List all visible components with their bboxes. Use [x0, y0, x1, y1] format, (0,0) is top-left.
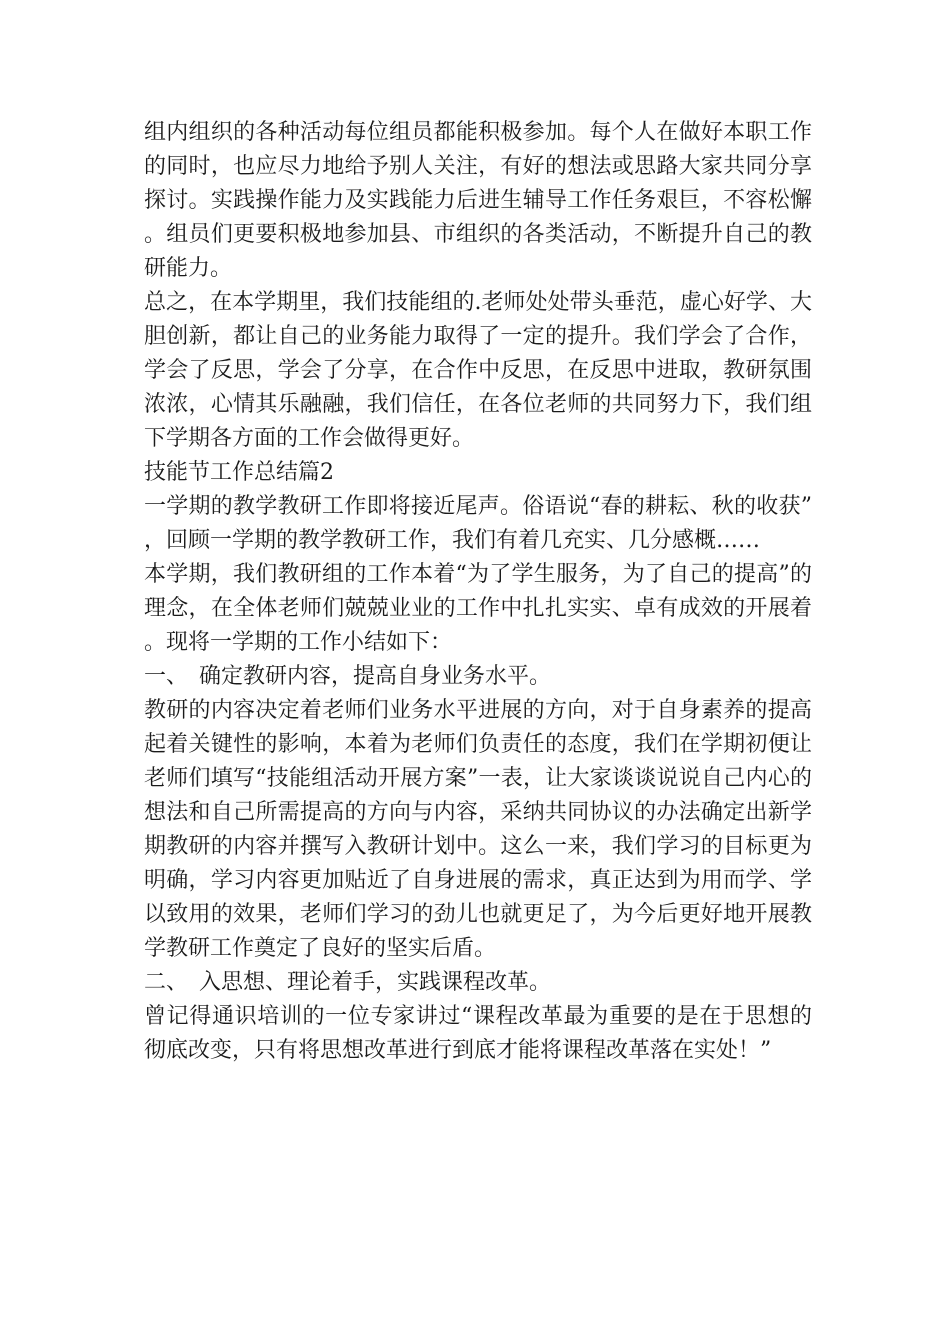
section-title: 技能节工作总结篇2 — [144, 460, 334, 485]
subheading-two: 二、 入思想、理论着手，实践课程改革。 — [144, 970, 552, 995]
paragraph-activities: 组内组织的各种活动每位组员都能积极参加。每个人在做好本职工作的同时，也应尽力地给予别人关注，有好的想法或思路大家共同分享探讨。实践操作能力及实践能力后进生辅导工作任务艰巨，不容松懈。组员们更要积极地参加县、市组织的各类活动，不断提升自己的教研能力。 — [144, 120, 812, 281]
paragraph-research-content: 教研的内容决定着老师们业务水平进展的方向，对于自身素养的提高起着关键性的影响，本着为老师们负责任的态度，我们在学期初便让老师们填写“技能组活动开展方案”一表，让大家谈谈说说自己内心的想法和自己所需提高的方向与内容，采纳共同协议的办法确定出新学期教研的内容并撰写入教研计划中。这么一来，我们学习的目标更为明确，学习内容更加贴近了自身进展的需求，真正达到为用而学、学以致用的效果，老师们学习的劲儿也就更足了，为今后更好地开展教学教研工作奠定了良好的坚实后盾。 — [144, 698, 812, 961]
paragraph-curriculum-reform: 曾记得通识培训的一位专家讲过“课程改革最为重要的是在于思想的彻底改变，只有将思想改革进行到底才能将课程改革落在实处！” — [144, 1004, 812, 1063]
document-body — [144, 116, 812, 1068]
paragraph-intro: 一学期的教学教研工作即将接近尾声。俗语说“春的耕耘、秋的收获”，回顾一学期的教学教研工作，我们有着几充实、几分感概…… — [144, 494, 812, 553]
paragraph-semester: 本学期，我们教研组的工作本着“为了学生服务，为了自己的提高”的理念，在全体老师们兢兢业业的工作中扎扎实实、卓有成效的开展着。现将一学期的工作小结如下： — [144, 562, 812, 655]
paragraph-summary: 总之，在本学期里，我们技能组的.老师处处带头垂范，虚心好学、大胆创新，都让自己的业务能力取得了一定的提升。我们学会了合作，学会了反思，学会了分享，在合作中反思，在反思中进取，教研氛围浓浓，心情其乐融融，我们信任，在各位老师的共同努力下，我们组下学期各方面的工作会做得更好。 — [144, 290, 812, 451]
subheading-one: 一、 确定教研内容，提高自身业务水平。 — [144, 664, 552, 689]
